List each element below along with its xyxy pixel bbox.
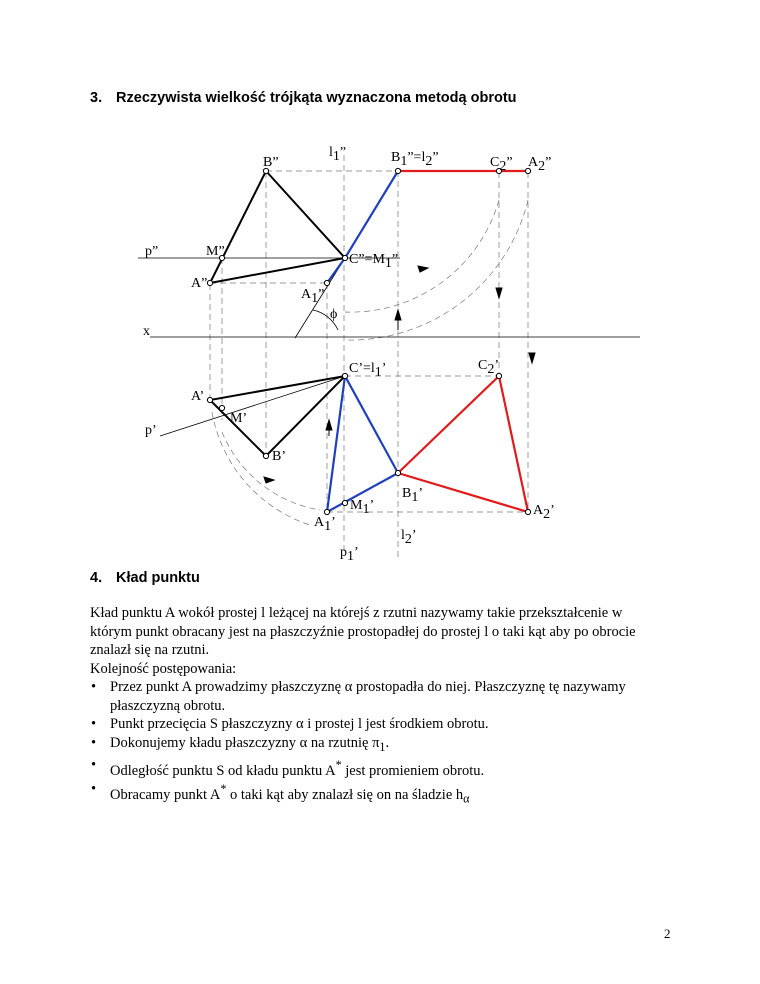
rotation-arc — [212, 412, 310, 525]
rotation-arc — [345, 200, 528, 340]
label-C-l1-p: C’=l1’ — [349, 361, 387, 380]
label-B1-pp: B1”=l2” — [391, 150, 439, 169]
list-item: • Przez punkt A prowadzimy płaszczyznę α prostopadła do niej. Płaszczyznę tę nazywamy płaszczyzną obrotu. — [90, 678, 690, 715]
label-A2-pp: A2” — [528, 155, 552, 174]
list-item: • Punkt przecięcia S płaszczyzny α i prostej l jest środkiem obrotu. — [90, 715, 690, 734]
point-C-p — [342, 373, 347, 378]
point-B1-p — [395, 470, 400, 475]
point-M1-p — [342, 500, 347, 505]
point-A-pp — [207, 280, 212, 285]
label-p1-p: p1’ — [340, 545, 359, 564]
label-A-pp: A” — [191, 276, 208, 291]
section-4-title: Kład punktu — [116, 570, 200, 586]
rotated-line-horizontal — [327, 376, 345, 512]
label-B1-p: B1’ — [402, 486, 424, 505]
point-A-p — [207, 397, 212, 402]
label-A1-pp: A1” — [301, 287, 325, 306]
label-l2-p: l2’ — [401, 528, 417, 547]
label-M-pp: M” — [206, 244, 225, 259]
point-A2-p — [525, 509, 530, 514]
label-phi: ϕ — [330, 307, 338, 322]
label-A-p: A’ — [191, 389, 205, 404]
intro-line: Kład punktu A wokół prostej l leżącej na którejś z rzutni nazywamy takie przekształcenie w — [90, 605, 623, 621]
label-C-M1-pp: C”=M1” — [349, 252, 399, 271]
label-M1-p: M1’ — [350, 498, 375, 517]
point-B-p — [263, 453, 268, 458]
page-number: 2 — [664, 926, 671, 941]
point-C2-p — [496, 373, 501, 378]
list-item: • Odległość punktu S od kładu punktu A* jest promieniem obrotu. — [90, 756, 690, 780]
arrow-icon — [264, 477, 274, 483]
label-C2-pp: C2” — [490, 155, 513, 174]
arrow-down-icon — [529, 353, 535, 363]
p-p-line — [160, 376, 345, 436]
label-C2-p: C2’ — [478, 358, 500, 377]
order-heading: Kolejność postępowania: — [90, 660, 237, 677]
label-B-p: B’ — [272, 449, 286, 464]
rotated-line-horizontal — [345, 376, 398, 473]
label-A2-p: A2’ — [533, 503, 555, 522]
list-item: • Dokonujemy kładu płaszczyzny α na rzutnię $\pi_1$. — [90, 734, 690, 756]
label-x-axis: x — [143, 324, 150, 339]
procedure-list — [90, 678, 690, 808]
point-B1-pp — [395, 168, 400, 173]
section-3-number: 3. — [90, 90, 103, 106]
section-4-body — [90, 604, 690, 808]
intro-line: którym punkt obracany jest na płaszczyźnie prostopadłej do prostej l o taki kąt aby po obrocie — [90, 623, 636, 640]
arrow-icon — [418, 266, 428, 272]
label-l1-pp: l1” — [329, 145, 347, 164]
point-M-p — [219, 405, 224, 410]
label-p-pp: p” — [145, 244, 159, 259]
arrow-down-icon — [496, 288, 502, 298]
label-A1-p: A1’ — [314, 515, 336, 534]
point-A1-pp — [324, 280, 329, 285]
arrow-up-icon — [395, 310, 401, 320]
intro-line: znalazł się na rzutni. — [90, 642, 210, 658]
section-4-heading — [90, 570, 200, 586]
point-A1-p — [324, 509, 329, 514]
label-M-p: M’ — [230, 411, 248, 426]
triangle-frontal-projection — [210, 171, 345, 283]
rotated-line-frontal-upper — [345, 171, 398, 258]
label-B-pp: B” — [263, 155, 279, 170]
section-3-title: Rzeczywista wielkość trójkąta wyznaczona metodą obrotu — [116, 90, 517, 106]
point-C-pp — [342, 255, 347, 260]
list-item: • Obracamy punkt A* o taki kąt aby znalazł się on na śladzie $h_\alpha$ — [90, 780, 690, 808]
section-4-number: 4. — [90, 570, 103, 586]
label-p-p: p’ — [145, 423, 157, 438]
